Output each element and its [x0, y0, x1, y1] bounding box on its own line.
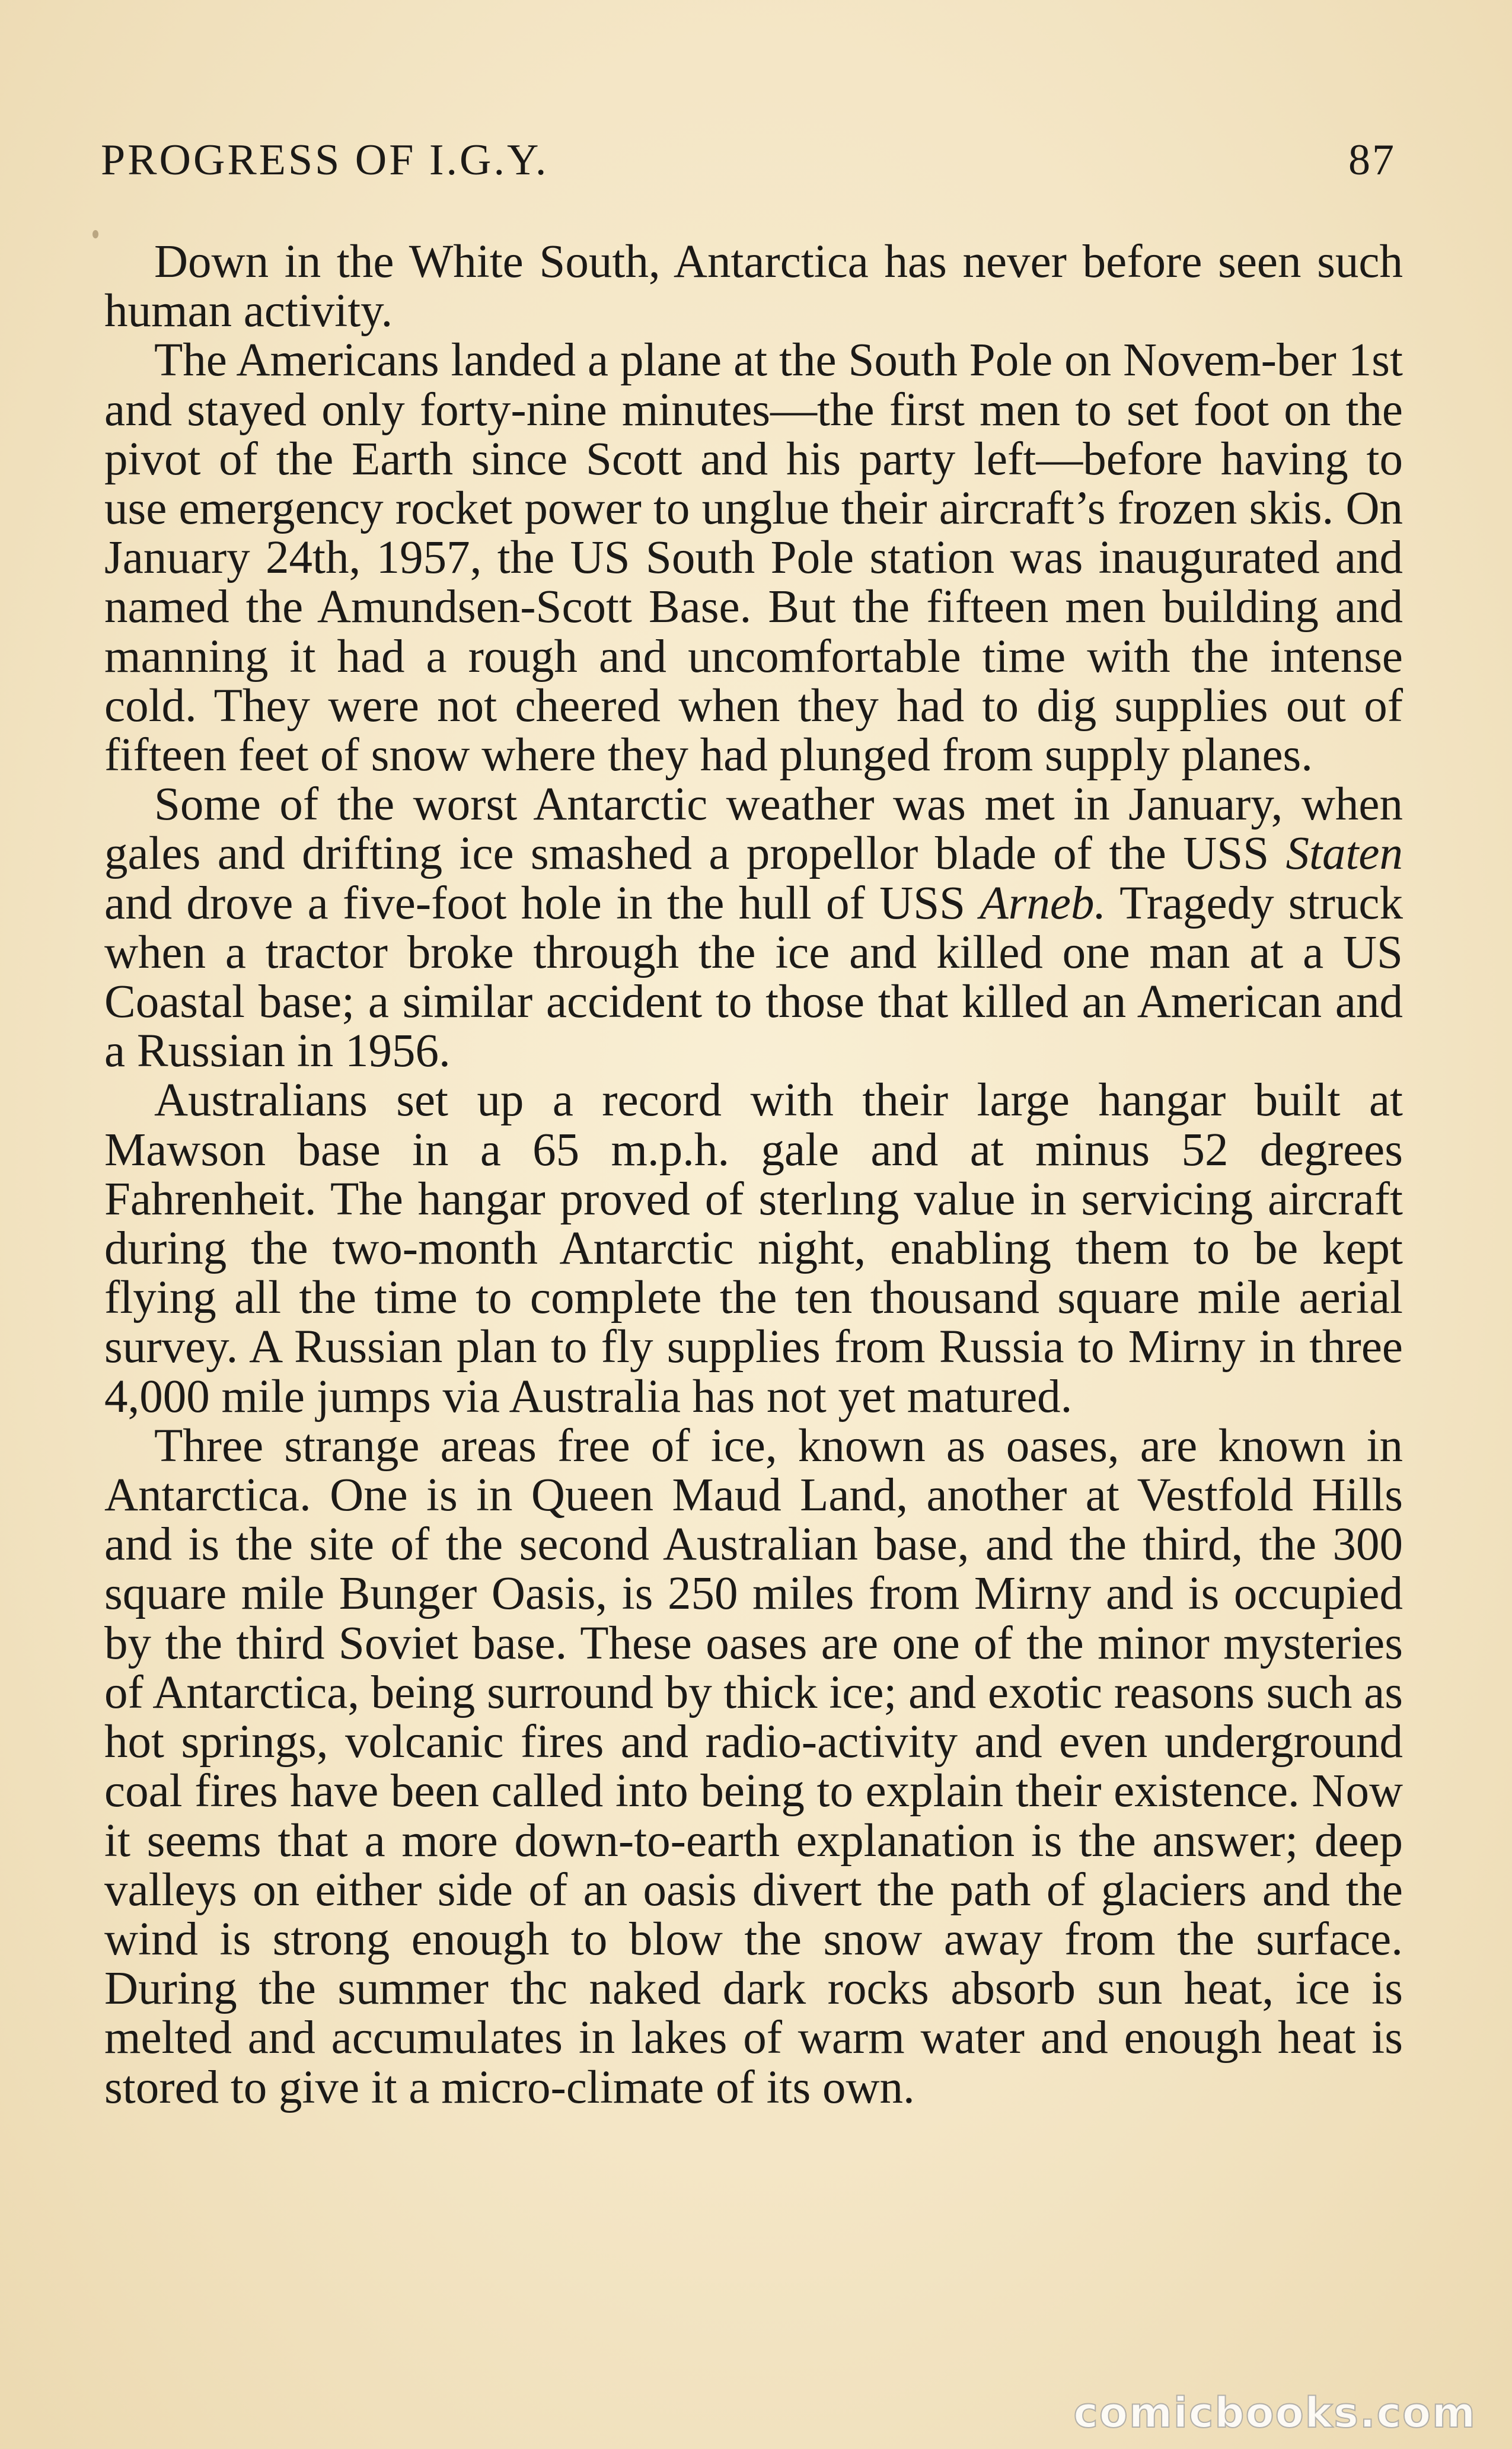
paper-speck	[92, 230, 98, 238]
paragraph-text: Three strange areas free of ice, known as oases, are known in Antarctica. One is in Queen Maud Land, another at Vestfold Hills and is the site of the second Australian base, and the third, the 300 square mile Bunger Oasis, is 250 miles from Mirny and is occupied by the third Soviet base. These oases are one of the minor mysteries of Antarctica, being surround by thick ice; and exotic reasons such as hot springs, volcanic fires and radio-activity and even underground coal fires have been called into being to explain their existence. Now it seems that a more down-to-earth explanation is the answer; deep valleys on either side of an oasis divert the path of glaciers and the wind is strong enough to blow the snow away from the surface. During the summer thc naked dark rocks absorb sun heat, ice is melted and accumulates in lakes of warm water and enough heat is stored to give it a micro-climate of its own.	[104, 1420, 1403, 2113]
paragraph	[104, 780, 1403, 1076]
running-head	[101, 135, 1396, 189]
paragraph	[104, 336, 1403, 780]
body-text	[104, 237, 1403, 2112]
running-head-title: PROGRESS OF I.G.Y.	[101, 136, 549, 184]
watermark: comicbooks.com	[1073, 2389, 1476, 2437]
paragraph-text: and drove a five-foot hole in the hull of USS	[104, 877, 980, 929]
paragraph	[104, 1421, 1403, 2112]
italic-text: Staten	[1285, 828, 1403, 880]
italic-text: Arneb.	[980, 877, 1106, 929]
paragraph	[104, 1076, 1403, 1421]
page-number: 87	[1348, 136, 1396, 184]
paragraph-text: Australians set up a record with their large hangar built at Mawson base in a 65 m.p.h. gale and at minus 52 degrees Fahrenheit. The hangar proved of sterlıng value in servicing aircraft during the two-month Antarctic night, enabling them to be kept flying all the time to complete the ten thousand square mile aerial survey. A Russian plan to fly supplies from Russia to Mirny in three 4,000 mile jumps via Australia has not yet matured.	[104, 1074, 1403, 1423]
paragraph-text: Tragedy struck when a tractor broke through the ice and killed one man at a US Coastal base; a similar accident to those that killed an American and a Russian in 1956.	[104, 877, 1403, 1077]
paragraph-text: Down in the White South, Antarctica has never before seen such human activity.	[104, 236, 1403, 337]
paragraph-text: Some of the worst Antarctic weather was met in January, when gales and drifting ice smashed a propellor blade of the USS	[104, 779, 1403, 880]
paragraph-text: The Americans landed a plane at the South Pole on Novem-ber 1st and stayed only forty-nine minutes—the first men to set foot on the pivot of the Earth since Scott and his party left—before having to use emergency rocket power to unglue their aircraft’s frozen skis. On January 24th, 1957, the US South Pole station was inaugurated and named the Amundsen-Scott Base. But the fifteen men building and manning it had a rough and uncomfortable time with the intense cold. They were not cheered when they had to dig supplies out of fifteen feet of snow where they had plunged from supply planes.	[104, 334, 1403, 782]
paragraph	[104, 237, 1403, 336]
